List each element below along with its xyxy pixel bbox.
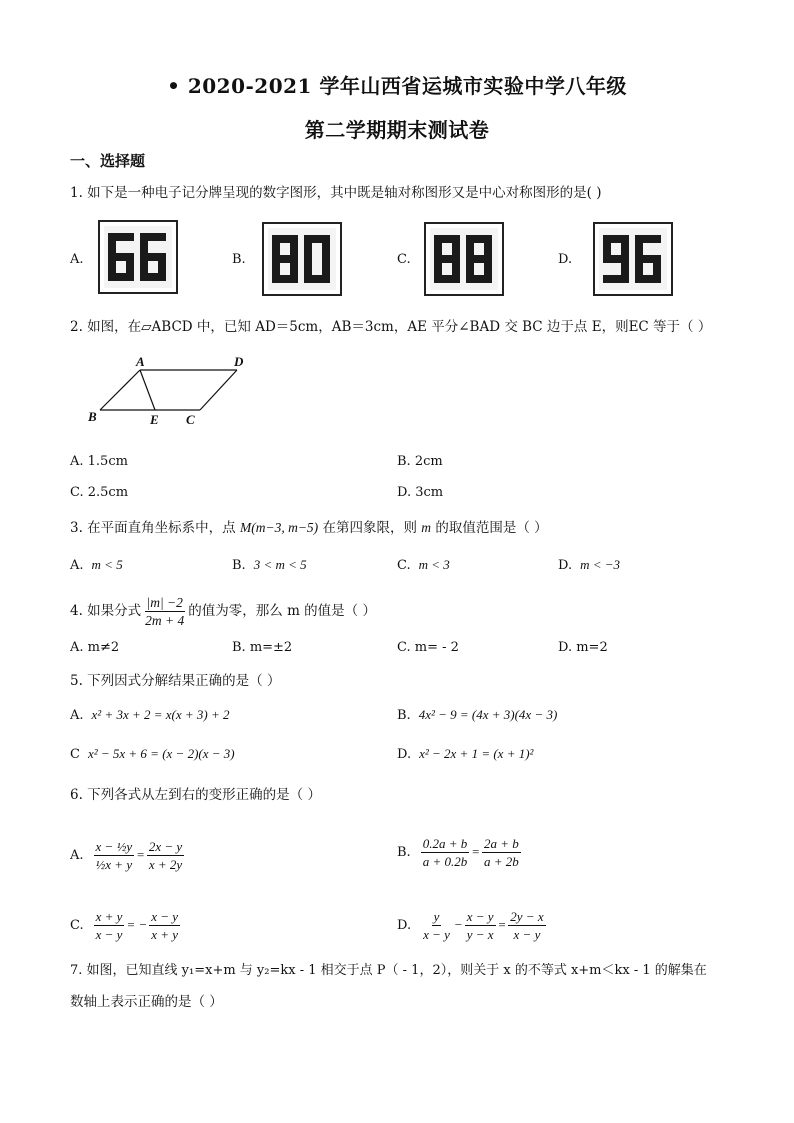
q5-option-c-letter: C [70,747,80,762]
q6-d-term3-den: x − y [513,926,541,942]
q6-b-lhs [421,835,470,870]
q3-option-a [70,557,123,573]
digit-8-0 [434,235,460,283]
q6-option-d: D. $\frac{y}{x - y}$ − $\frac{x - y}{y - x}$ = $\frac{2y - x}{x - y}$ [397,908,544,942]
label-a: A [136,354,145,369]
q3-option-c [397,557,450,573]
q6-stem: 6. 下列各式从左到右的变形正确的是（ ） [70,787,321,803]
q6-a-rhs [147,838,184,873]
q6-c-mid: = − [126,917,148,932]
q6-d-term1-den: x − y [423,926,450,942]
q1-option-c-letter: C. [397,252,411,267]
q6-option-a: A. $\frac{\text{x − ½y}}{\text{½x + y}}$ = $\frac{2x - y}{x + 2y}$ [70,838,183,872]
q6-d-term3-num: 2y − x [510,908,544,924]
q5-option-b [397,707,557,723]
q7-stem-line1: 7. 如图，已知直线 y₁=x+m 与 y₂=kx - 1 相交于点 P（ - 1，2），则关于 x 的不等式 x+m＜kx - 1 的解集在 [70,963,707,978]
q3-stem [70,519,548,537]
parallelogram-figure [82,352,262,432]
q5-option-a-expr: x² + 3x + 2 = x(x + 3) + 2 [91,707,230,722]
digit-9-0 [603,235,629,283]
q6-c-rhs-den: x + y [151,926,179,942]
q4-stem-pre: 4. 如果分式 [70,603,142,619]
q6-a-lhs [94,838,135,873]
q5-option-b-expr: 4x² − 9 = (4x + 3)(4x − 3) [418,707,558,722]
title-line-2: 第二学期期末测试卷 [304,118,490,142]
q3-stem-end: 的取值范围是（ ） [435,520,548,536]
q6-b-rhs [482,835,521,870]
q6-option-b: B. $\frac{0.2a + b}{a + 0.2b}$ = $\frac{2a + b}{a + 2b}$ [397,835,519,869]
q4-stem-post: 的值为零，那么 m 的值是（ ） [188,603,376,619]
q3-option-c-expr: m < 3 [418,557,450,572]
q6-d-term2-num: x − y [466,908,494,924]
q3-option-d-expr: m < −3 [580,557,621,572]
q7-stem-line2: 数轴上表示正确的是（ ） [70,994,223,1010]
q4-fraction [143,594,186,629]
q1-stem: 1. 如下是一种电子记分牌呈现的数字图形，其中既是轴对称图形又是中心对称图形的是( ) [70,185,602,201]
q5-option-a-letter: A. [70,708,84,723]
q2-option-a: A. 1.5cm [70,454,128,469]
q6-a-lhs-num: x − ½y [95,838,133,854]
scoreboard-80 [262,222,342,296]
q4-option-b: B. m=±2 [232,640,293,655]
label-b: B [88,409,97,424]
q1-option-a-letter: A. [70,252,84,267]
q4-denominator: 2m + 4 [145,613,185,628]
q5-option-c-expr: x² − 5x + 6 = (x − 2)(x − 3) [87,746,235,761]
q2-stem: 2. 如图，在▱ABCD 中，已知 AD＝5cm，AB＝3cm，AE 平分∠BAD 交 BC 边于点 E，则EC 等于（ ） [70,319,712,335]
q3-option-a-letter: A. [70,558,84,573]
digit-6-0 [108,233,134,281]
q6-option-b-letter: B. [397,844,411,860]
q6-c-lhs [94,908,125,943]
q5-stem: 5. 下列因式分解结果正确的是（ ） [70,673,281,689]
q6-option-c-letter: C. [70,917,84,933]
q6-c-rhs [149,908,180,943]
q6-d-term3 [508,908,545,943]
q6-d-term1-num: y [433,908,440,924]
edge-ab [100,370,140,410]
q6-b-lhs-num: 0.2a + b [422,835,468,851]
q5-option-c [70,746,235,762]
q6-b-lhs-den: a + 0.2b [422,853,468,869]
edge-cd [200,370,237,410]
scoreboard-88 [424,222,504,296]
q5-option-d-letter: D. [397,747,412,762]
q3-option-b-letter: B. [232,558,246,573]
q6-c-lhs-num: x + y [95,908,123,924]
q2-option-c: C. 2.5cm [70,485,129,500]
q3-var: m [421,520,432,535]
q6-a-lhs-den: ½x + y [95,856,133,872]
q6-c-rhs-num: x − y [151,908,179,924]
q6-a-rhs-den: x + 2y [148,856,183,872]
scoreboard-66 [98,220,178,294]
q1-option-b-letter: B. [232,252,246,267]
q6-d-term1 [421,908,452,943]
q6-d-term2 [465,908,496,943]
section-heading: 一、选择题 [70,152,146,170]
segment-ae [140,370,155,410]
scoreboard-96 [593,222,673,296]
q3-point: M(m−3, m−5) [239,520,319,535]
q2-option-b: B. 2cm [397,454,443,469]
q5-option-d [397,746,533,762]
q6-d-term2-den: y − x [466,926,494,942]
q6-b-rhs-num: 2a + b [484,835,519,851]
q6-c-lhs-den: x − y [95,926,123,942]
q4-option-c: C. m= - 2 [397,640,459,655]
digit-6-1 [140,233,166,281]
title-line-1: • 2020-2021 学年山西省运城市实验中学八年级 [167,74,627,98]
q4-option-a: A. m≠2 [70,640,120,655]
q5-option-b-letter: B. [397,708,411,723]
q6-b-rhs-den: a + 2b [484,853,519,869]
label-c: C [186,412,195,427]
digit-6-1 [635,235,661,283]
q5-option-a [70,707,230,723]
q3-option-b [232,557,307,573]
q4-option-d: D. m=2 [558,640,608,655]
q3-stem-pre: 3. 在平面直角坐标系中，点 [70,520,236,536]
q6-option-d-letter: D. [397,917,412,933]
q5-option-d-expr: x² − 2x + 1 = (x + 1)² [419,746,534,761]
q3-option-d [558,557,620,573]
q6-a-rhs-num: 2x − y [148,838,183,854]
label-d: D [234,354,244,369]
q6-option-c [70,903,182,947]
q3-option-d-letter: D. [558,558,573,573]
q4-stem [70,592,376,630]
label-e: E [150,412,159,427]
q2-option-d: D. 3cm [397,485,444,500]
q3-option-c-letter: C. [397,558,411,573]
digit-8-0 [272,235,298,283]
q6-option-a-letter: A. [70,847,84,863]
q3-option-b-expr: 3 < m < 5 [253,557,307,572]
digit-8-1 [466,235,492,283]
q3-stem-post: 在第四象限，则 [322,520,417,536]
q1-option-d-letter: D. [558,252,573,267]
q3-option-a-expr: m < 5 [91,557,123,572]
q4-numerator: |m| −2 [146,595,183,610]
